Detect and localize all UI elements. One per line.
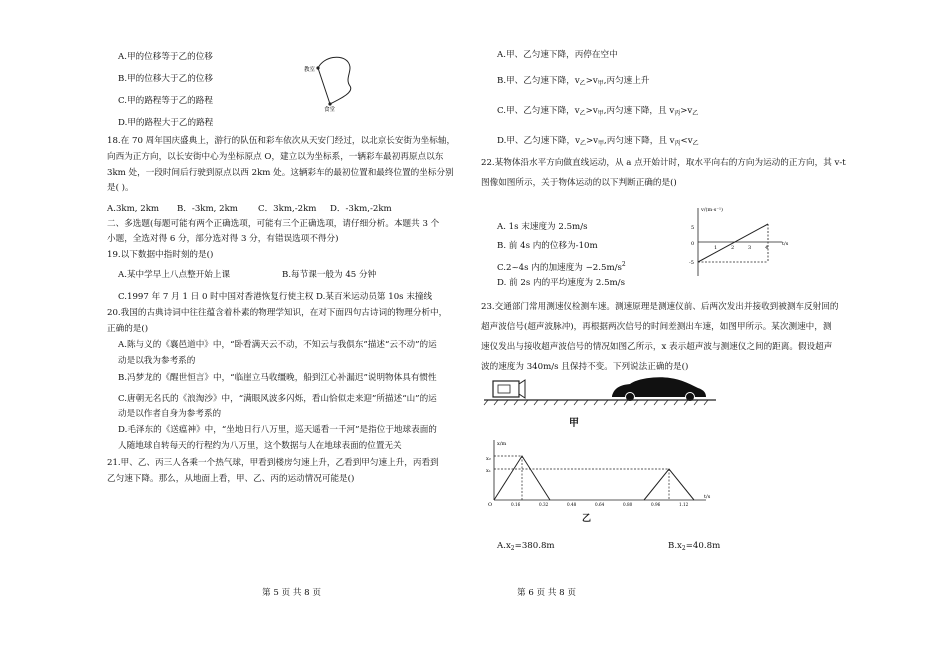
q20-option-d-line1: D.毛泽东的《送瘟神》中，“坐地日行八万里，巡天遥看一千河”是指位于地球表面的	[118, 425, 437, 435]
xt-tick-x2: x₂	[486, 456, 491, 462]
q17-path-figure	[300, 52, 370, 112]
q23-line2: 超声波信号(超声波脉冲)，再根据两次信号的时间差测出车速，如图甲所示。某次测速中，测	[481, 322, 832, 332]
q23-line1: 23.交通部门常用测速仪检测车速。测速原理是测速仪前、后两次发出并接收到被测车反射回的	[481, 302, 839, 312]
speed-camera-figure	[484, 372, 716, 412]
q21-line2: 乙匀速下降。那么，从地面上看，甲、乙、丙的运动情况可能是()	[107, 474, 355, 484]
camera-window	[498, 385, 510, 393]
section2-line2: 小题，全选对得 6 分，部分选对得 3 分，有错误选项不得分)	[107, 234, 339, 244]
q18-option-a: A.3km, 2km	[107, 204, 160, 214]
q22-option-d: D. 前 2s 内的平均速度为 2.5m/s	[497, 278, 625, 288]
q21-line1: 21.甲、乙、丙三人各乘一个热气球，甲看到楼房匀速上升，乙看到甲匀速上升，丙看到	[107, 458, 439, 468]
q20-line1: 20.我国的古典诗词中往往蕴含着朴素的物理学知识，在对下面四句古诗词的物理分析中，	[107, 308, 448, 318]
figure-jia-caption: 甲	[569, 418, 579, 429]
q19-option-a: A.某中学早上八点整开始上课	[118, 270, 231, 280]
xt-tick-0.48: 0.48	[567, 502, 577, 507]
vt-tick-y-5: 5	[691, 225, 695, 231]
vt-tick-x-3: 3	[748, 245, 752, 251]
vt-x-label: t/s	[782, 241, 789, 247]
page-footer-left: 第 5 页 共 8 页	[262, 588, 321, 598]
q22-option-c: C.2~4s 内的加速度为 $-2.5m/s^2$	[497, 261, 626, 273]
figure-yi-caption: 乙	[582, 514, 592, 524]
q17-option-c: C.甲的路程等于乙的路程	[118, 96, 213, 106]
page-footer-right: 第 6 页 共 8 页	[517, 588, 576, 598]
q22-line2: 图像如图所示，关于物体运动的以下判断正确的是()	[481, 178, 677, 188]
q20-option-a-line1: A.陈与义的《襄邑道中》中，“卧看满天云不动，不知云与我俱东”描述“云不动”的运	[118, 340, 437, 350]
path-curve	[318, 57, 351, 104]
q21-option-b: B.甲、乙匀速下降，$v_乙>v_甲$,丙匀速上升	[497, 76, 650, 87]
q20-option-a-line2: 动是以我为参考系的	[118, 356, 196, 366]
q23-option-b: $B.x_2=40.8m$	[668, 541, 721, 552]
label-canteen: 食堂	[324, 107, 336, 113]
xt-graph	[484, 436, 716, 508]
q18-option-d: D．-3km,-2km	[330, 204, 392, 214]
camera-lens	[519, 380, 525, 398]
xt-tick-1.12: 1.12	[679, 502, 689, 507]
vt-tick-y-neg5: -5	[689, 260, 694, 266]
vt-y-label: v/(m·s⁻¹)	[701, 207, 723, 213]
q21-option-d: D.甲、乙匀速下降，$v_乙>v_甲$,丙匀速下降，且 $v_丙<v_乙$	[497, 136, 699, 147]
vt-tick-x-4: 4	[765, 245, 769, 251]
q18-line3: 3km 处，一段时间后行驶到原点以西 2km 处。这辆彩车的最初位置和最终位置的坐标分别	[107, 168, 454, 178]
q21-option-c: C.甲、乙匀速下降，$v_乙>v_甲$,丙匀速下降，且 $v_丙>v_乙$	[497, 106, 699, 117]
vt-tick-x-2: 2	[731, 245, 735, 251]
xt-tick-origin: O	[488, 502, 493, 508]
vt-line	[698, 224, 768, 262]
xt-tick-0.32: 0.32	[539, 502, 549, 507]
xt-tick-0.80: 0.80	[623, 502, 633, 507]
q18-option-b: B．-3km, 2km	[177, 204, 238, 214]
section2-line1: 二、多选题(每题可能有两个正确选项，可能有三个正确选项，请仔细分析。本题共 3 个	[107, 219, 440, 229]
q19-stem: 19.以下数据中指时刻的是()	[107, 250, 214, 260]
vt-tick-x-1: 1	[714, 245, 718, 251]
q20-option-c-line1: C.唐朝无名氏的《浪淘沙》中，“满眼风波多闪烁，看山恰似走来迎”所描述“山”的运	[118, 394, 437, 404]
label-classroom: 教室	[304, 67, 316, 73]
q18-line4: 是( )。	[107, 183, 134, 193]
q18-option-c: C．3km,-2km	[258, 204, 317, 214]
xt-x-label: t/s	[704, 494, 711, 500]
q23-line3: 速仪发出与接收超声波信号的情况如图乙所示，x 表示超声波与测速仪之间的距离。假设超声	[481, 342, 833, 352]
path-straight	[318, 68, 330, 104]
q19-option-b: B.每节课一般为 45 分钟	[282, 270, 377, 280]
q17-option-a: A.甲的位移等于乙的位移	[118, 52, 213, 62]
xt-tick-0.96: 0.96	[651, 502, 661, 507]
q20-line2: 正确的是()	[107, 324, 149, 334]
q20-option-b: B.冯梦龙的《醒世恒言》中，“临崖立马收缰晚，船到江心补漏迟”说明物体具有惯性	[118, 373, 437, 383]
q21-option-a: A.甲、乙匀速下降，丙停在空中	[497, 50, 618, 60]
q23-option-a: $A.x_2=380.8m$	[497, 541, 555, 552]
q20-option-c-line2: 动是以作者自身为参考系的	[118, 409, 222, 419]
q23-line4: 波的速度为 340m/s 且保持不变。下列说法正确的是()	[481, 362, 689, 372]
xt-tick-0.64: 0.64	[595, 502, 605, 507]
vt-tick-y-0: 0	[691, 241, 695, 247]
q17-option-b: B.甲的位移大于乙的位移	[118, 74, 213, 84]
end-point	[328, 102, 331, 105]
vt-graph	[688, 204, 794, 282]
xt-y-label: x/m	[497, 441, 507, 447]
start-point	[316, 66, 319, 69]
q18-line1: 18.在 70 周年国庆盛典上，游行的队伍和彩车依次从天安门经过，以北京长安街为坐标轴，	[107, 136, 456, 146]
q19-option-cd: C.1997 年 7 月 1 日 0 时中国对香港恢复行使主权 D.某百米运动员第 10s 末撞线	[118, 292, 433, 302]
q17-option-d: D.甲的路程大于乙的路程	[118, 118, 214, 128]
xt-tick-0.16: 0.16	[511, 502, 521, 507]
q20-option-d-line2: 人随地球自转每天的行程约为八万里，这个数据与人在地球表面的位置无关	[118, 441, 402, 451]
q22-option-b: B. 前 4s 内的位移为-10m	[497, 241, 598, 251]
ground-hatch	[484, 400, 708, 405]
q22-line1: 22.某物体沿水平方向做直线运动，从 a 点开始计时，取水平向右的方向为运动的正方向，其 v-t	[481, 158, 846, 168]
xt-tick-x1: x₁	[486, 468, 491, 474]
q18-line2: 向西为正方向，以长安街中心为坐标原点 O，建立以为坐标系，一辆彩车最初再原点以东	[107, 152, 444, 162]
q22-option-a: A. 1s 末速度为 2.5m/s	[497, 222, 588, 232]
